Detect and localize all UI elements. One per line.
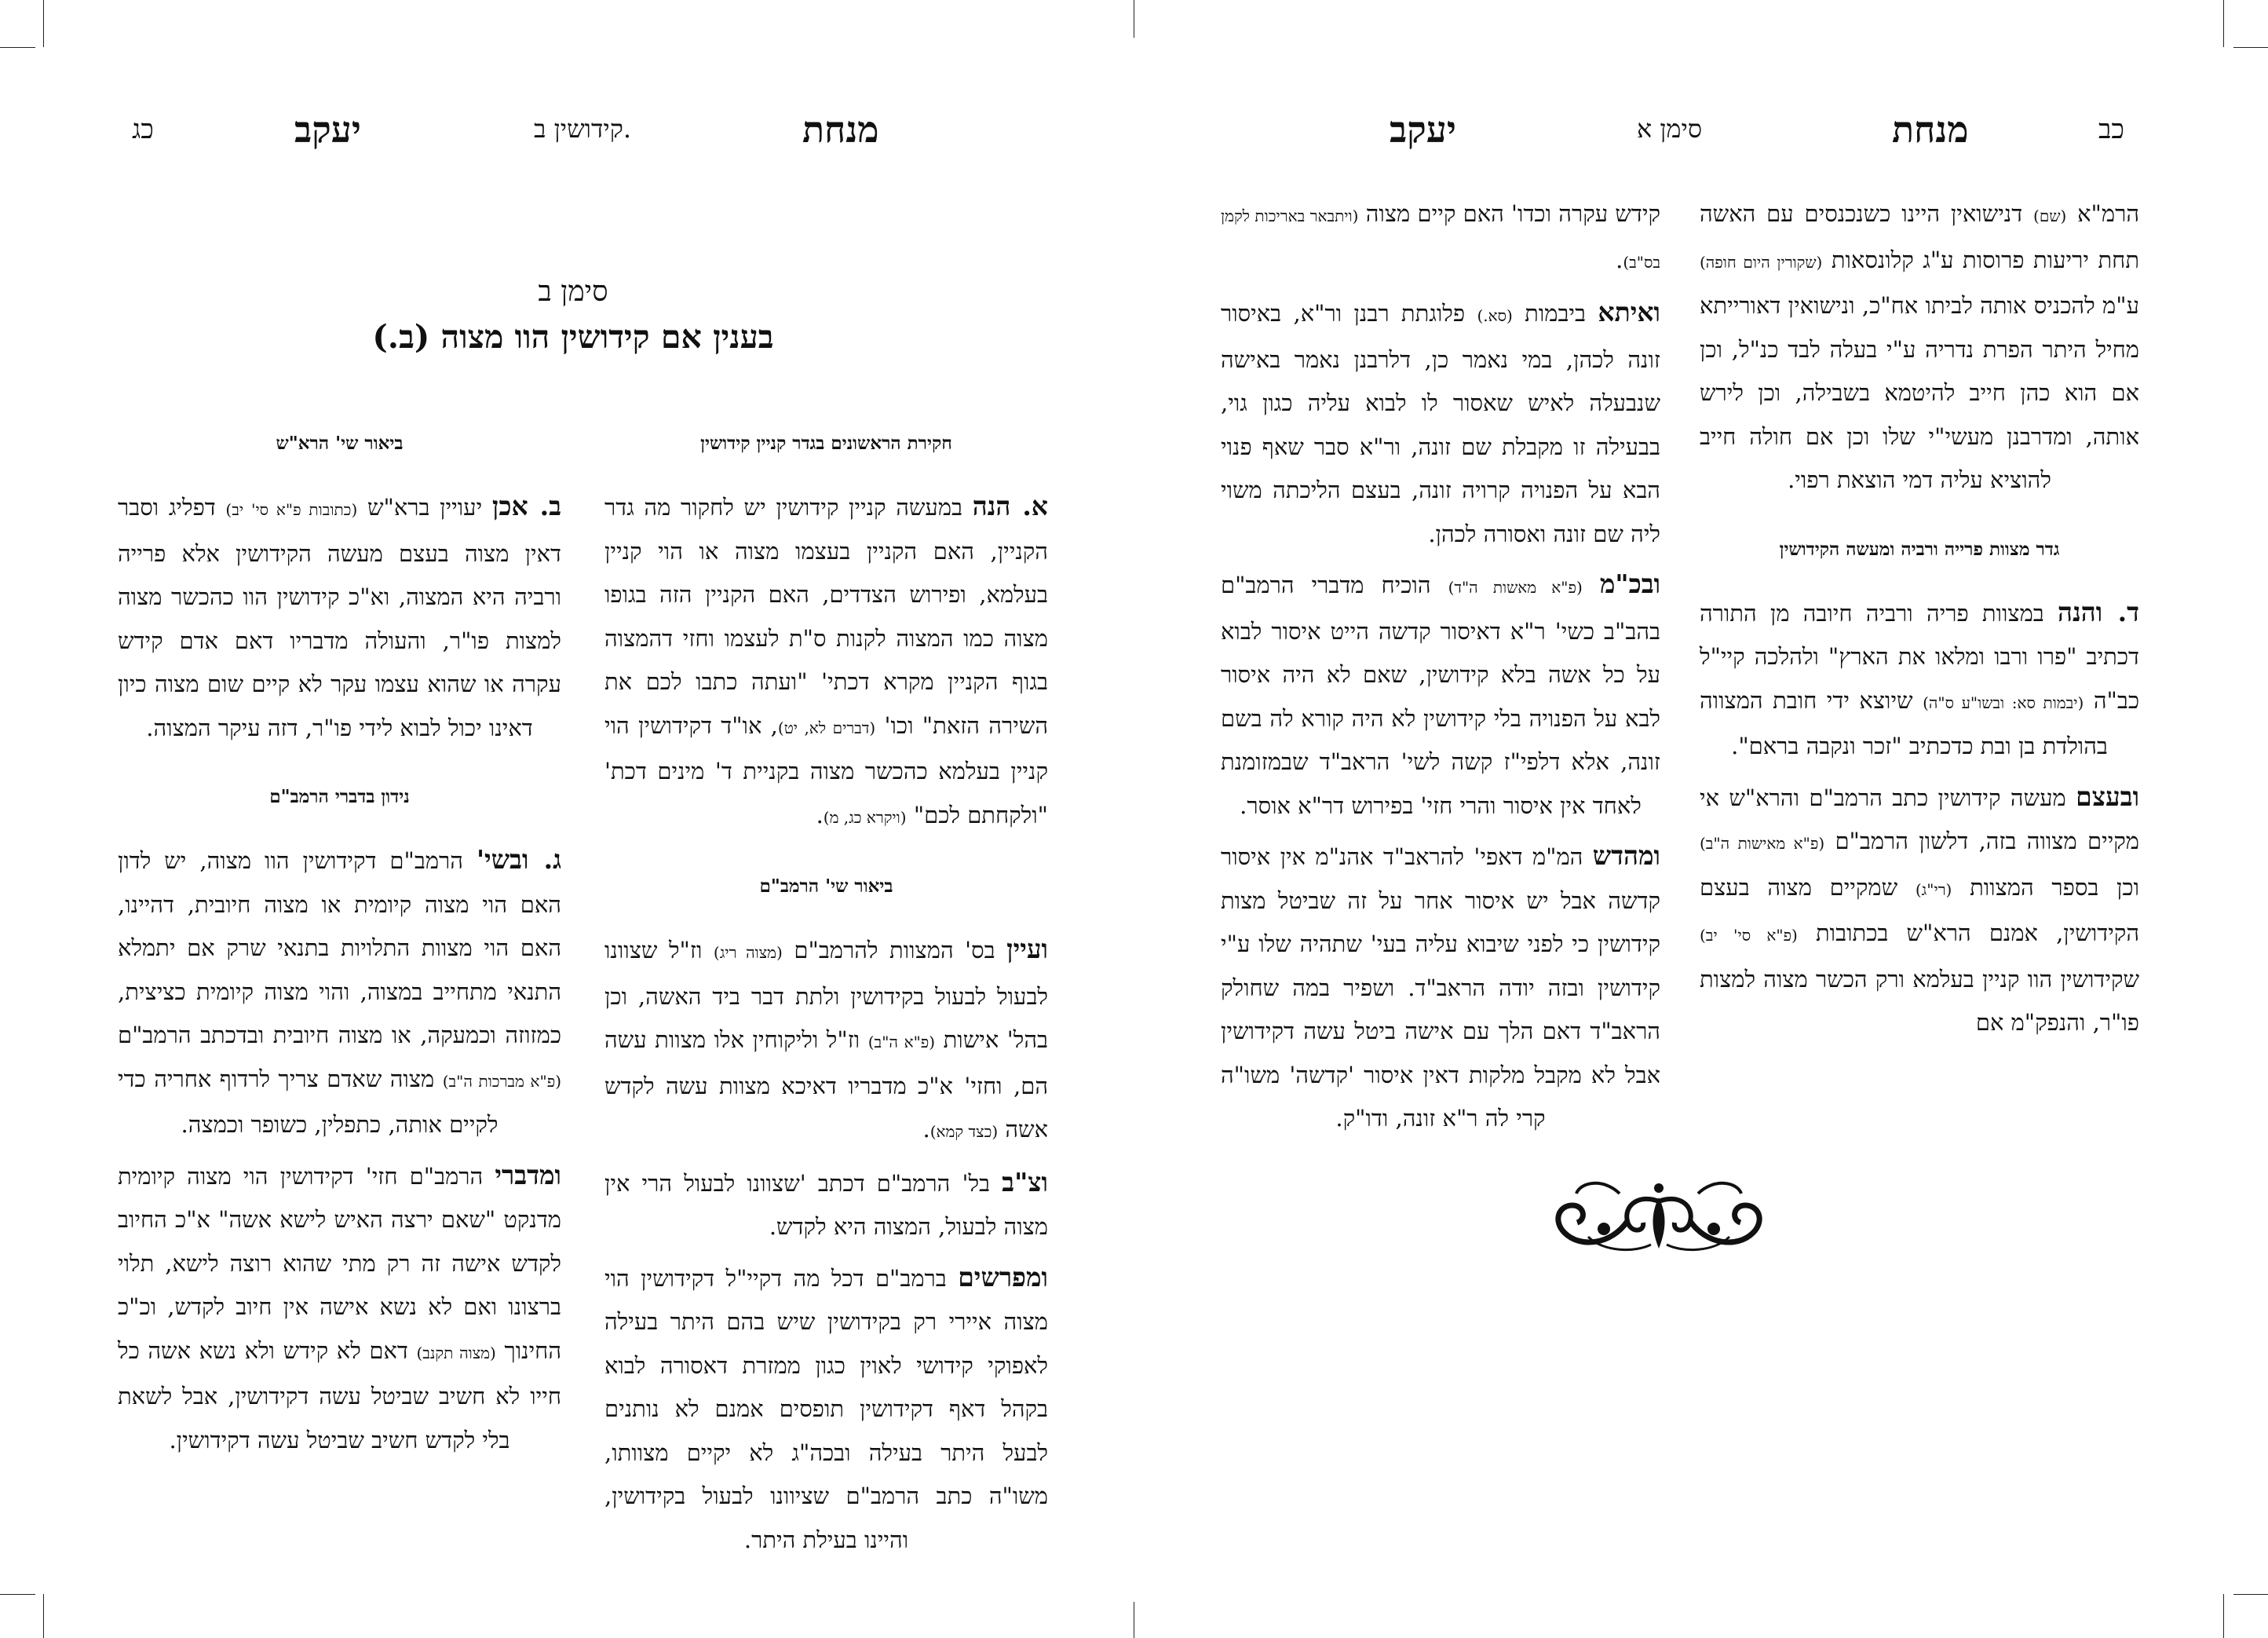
paragraph-d: ד. והנה במצוות פריה ורביה חיובה מן התורה דכתיב "פרו ורבו ומלאו את הארץ" ולהלכה קיי"ל כב"ה (יבמות סא: ובשו"ע ס"ה) שיוצא ידי חובת המצווה בהולדת בן ובת כדכתיב "זכר ונקבה בראם". [1700, 596, 2140, 759]
header-subtitle: קידושין ב. [534, 114, 632, 144]
paragraph-ve-ayin: ועיין בס' המצוות להרמב"ם (מצוה ריג) וז"ל שצוונו לבעול לבעול בקידושין ולתת דבר ביד האשה, וכן בהל' אישות (פ"א ה"ב) וז"ל וליקוחין אלו מצוות עשה הם, וחזי' א"כ מדבריו דאיכא מצוות עשה לקדש אשה (כצד קמא). [604, 934, 1048, 1143]
decorative-ornament-icon [1541, 1174, 1777, 1260]
siman-title: בענין אם קידושין הוו מצוה (ב.) [372, 318, 774, 356]
paragraph-u-vekesef-mishne: ובכ"מ (פ"א מאשות ה"ד) הוכיח מדברי הרמב"ם בהב"ב כשי' ר"א דאיסור קדשה הייט איסור לבוא על כל אשה בלא קידושין, שאם לא היה איסור לבא על הפנויה בלי קידושין לא היה קורא לה בשם זונה, אלא דלפי"ז קשה לשי' הראב"ד שבמזומנת לאחד אין איסור והרי חזי' בפירוש דר"א אוסר. [1221, 569, 1661, 819]
paragraph-a: א. הנה במעשה קניין קידושין יש לחקור מה גדר הקניין, האם הקניין בעצמו מצוה או הוי קניין בעלמא, ופירוש הצדדים, האם הקניין הזה בגופו מצוה כמו המצוה לקנות ס"ת לעצמו וחזי דהמצוה בגוף הקניין מקרא דכתי' "ועתה כתבו לכם את השירה הזאת" וכו' (דברים לא, יט), או"ד דקידושין הוי קניין בעלמא כהכשר מצוה בקניית ד' מינים דכת' "ולקחתם לכם" (ויקרא כג, מ). [604, 491, 1049, 828]
paragraph-u-midivrei: ומדברי הרמב"ם חזי' דקידושין הוי מצוה קיומית מדנקט "שאם ירצה האיש לישא אשה" א"כ החיוב לקדש אישה זה רק מתי שהוא רוצה לישא, תלוי ברצונו ואם לא נשא אישה אין חיוב לקדש, וכ"כ החינוך (מצוה תקנב) דאם לא קידש ולא נשא אשה כל חייו לא חשיב שביטל עשה דקידושין, אבל לשאת בלי לקדש חשיב שביטל עשה דקידושין. [118, 1159, 562, 1453]
header-subtitle: סימן א [1637, 114, 1703, 144]
right-page-left-column [1221, 192, 1660, 1147]
page-number: כג [132, 114, 154, 145]
section-heading: גדר מצוות פרייה ורביה ומעשה הקידושין [1779, 538, 2060, 560]
paragraph-u-mechadesh: ומהדש המ"מ דאפי' להראב"ד אהנ"מ אין איסור קדשה אבל יש איסור אחר על זה שביטל מצות קידושין כי לפני שיבוא עליה בעי' שתהיה שלו ע"י קידושין ובזה יודה הראב"ד. ושפיר במה שחולק הראב"ד דאם הלך עם אישה ביטל עשה דקידושין אבל לא מקבל מלקות דאין איסור 'קדשה' משו"ה קרי לה ר"א זונה, ודו"ק. [1221, 840, 1660, 1132]
page-number: כב [2098, 114, 2125, 145]
left-page-left-column [118, 428, 561, 1468]
paragraph-rema: הרמ"א (שם) דנישואין היינו כשנכנסים עם האשה תחת יריעות פרוסות ע"ג קלונסאות (שקורין היום חופה) ע"מ להכניס אותה לביתו אח"כ, ונישואין דאורייתא מחיל היתר הפרת נדריה ע"י בעלה לבד כנ"ל, וכן אם הוא כהן חייב להיטמא בשבילה, וכן לירש אותה, ומדרבנן מעשי"י שלו וכן אם חולה חייב להוציא עליה דמי הוצאת רפוי. [1700, 200, 2140, 493]
siman-heading [251, 271, 895, 360]
section-heading: ביאור שי' הרא"ש [276, 433, 404, 454]
header-title-minchat: מנחת [802, 108, 879, 151]
paragraph-u-ve-etzem: ובעצם מעשה קידושין כתב הרמב"ם והרא"ש אי מקיים מצווה בזה, דלשון הרמב"ם (פ"א מאישות ה"ב) וכן בספר המצוות (רי"ג) שמקיים מצוה בעצם הקידושין, אמנם הרא"ש בכתובות (פ"א סי' יב) שקידושין הוו קניין בעלמא ורק הכשר מצוה למצות פו"ר, והנפק"מ אם [1700, 781, 2140, 1036]
section-heading: חקירת הראשונים בגדר קניין קידושין [700, 433, 952, 454]
header-title-yaakov: יעקב [294, 108, 361, 151]
section-heading: ביאור שי' הרמב"ם [759, 876, 893, 897]
header-title-minchat: מנחת [1892, 108, 1969, 151]
paragraph-b: ב. אכן יעויין ברא"ש (כתובות פ"א סי' יב) דפליג וסבר דאין מצוה בעצם מעשה הקידושין אלא פרייה ורביה היא המצוה, וא"כ קידושין הוו כהכשר מצוה למצות פו"ר, והעולה מדבריו דאם אדם קידש עקרה או שהוא עצמו עקר לא קיים שום מצוה כיון דאינו יכול לבוא לידי פו"ר, דזה עיקר המצוה. [118, 491, 561, 741]
header-title-yaakov: יעקב [1390, 108, 1456, 151]
paragraph-ve-ita: ואיתא ביבמות (סא.) פלוגתת רבנן ור"א, באיסור זונה לכהן, במי נאמר כן, דלרבנן נאמר באישה שנבעלה לאיש שאסור לו לבוא עליה כגון גוי, בבעילה זו מקבלת שם זונה, ור"א סבר שאף פנוי הבא על הפנויה קרויה זונה, בעצם הליכתה משוי ליה שם זונה ואסורה לכהן. [1221, 297, 1660, 547]
paragraph-kidesh-akara: קידש עקרה וכדו' האם קיים מצוה (ויתבאר באריכות לקמן בס"ב). [1221, 200, 1660, 273]
siman-number: סימן ב [538, 276, 608, 308]
paragraph-mefarshim: ומפרשים ברמב"ם דכל מה דקיי"ל דקידושין הוי מצוה איירי רק בקידושין שיש בהם היתר בעילה לאפוקי קידושי לאוין כגון ממזרת דאסורה לבוא בקהל דאף דקידושין תופסים אמנם לא נותנים לבעל היתר בעילה ובכה"ג לא יקיים מצוותו, משו"ה כתב הרמב"ם שציוונו לבעול בקידושין, והיינו בעילת היתר. [604, 1261, 1048, 1553]
paragraph-g: ג. ובשי' הרמב"ם דקידושין הוו מצוה, יש לדון האם הוי מצוה קיומית או מצוה חיובית, דהיינו, האם הוי מצוות התלויות בתנאי שרק אם יתמלא התנאי מתחייב במצוה, והוי מצוה קיומית כציצית, כמזוזה וכמעקה, או מצוה חיובית ובדכתב הרמב"ם (פ"א מברכות ה"ב) מצוה שאדם צריך לרדוף אחריה כדי לקיים אותה, כתפלין, כשופר וכמצה. [118, 844, 562, 1138]
left-page-right-column [604, 428, 1048, 1568]
section-heading: נידון בדברי הרמב"ם [269, 786, 410, 807]
right-page-right-column [1700, 192, 2139, 1051]
paragraph-tzarich-biur: וצ"ב בל' הרמב"ם דכתב 'שצוונו לבעול הרי אין מצוה לבעול, המצוה היא לקדש. [604, 1166, 1049, 1240]
right-page [1134, 0, 2268, 1638]
